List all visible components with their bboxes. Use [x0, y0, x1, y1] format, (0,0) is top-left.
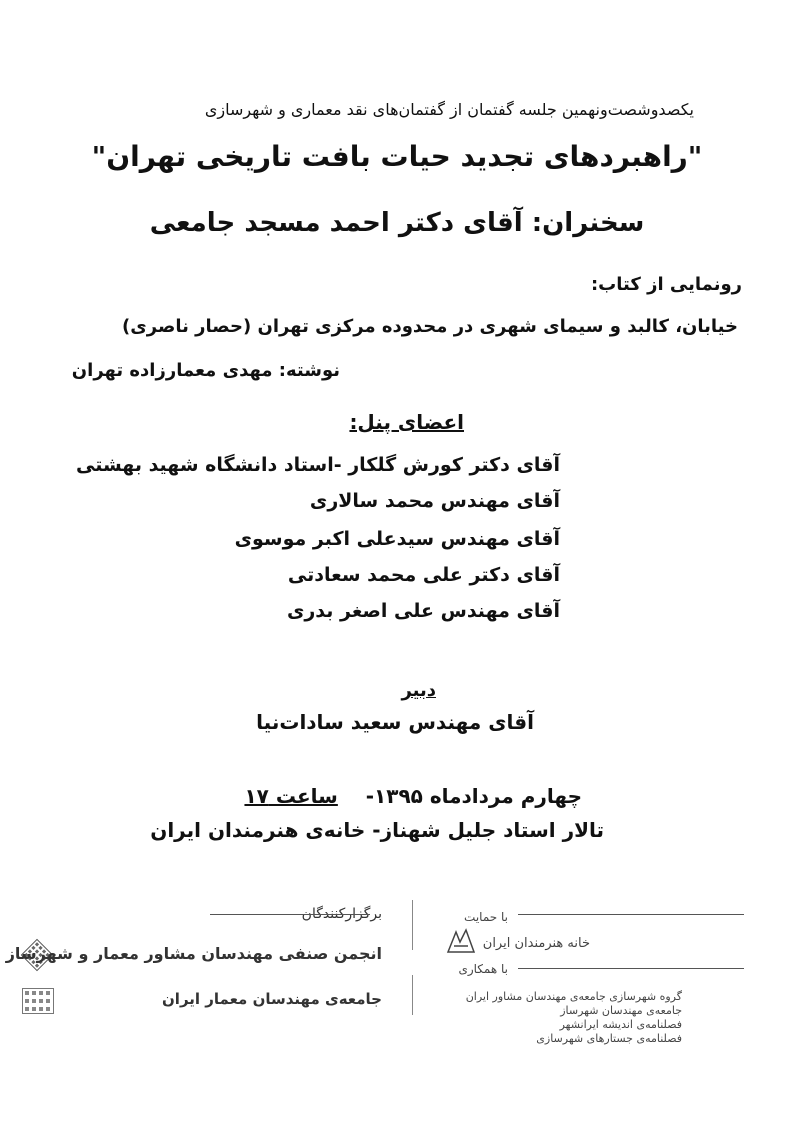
panel-member: آقای مهندس سیدعلی اکبر موسوی	[234, 528, 560, 550]
panel-heading: اعضای پنل:	[349, 410, 464, 434]
cooperation-label: با همکاری	[458, 962, 508, 976]
architects-society-logo-icon	[22, 988, 54, 1014]
cooperation-rule	[518, 968, 744, 969]
event-hour: ساعت ۱۷	[244, 784, 338, 808]
panel-member: آقای مهندس محمد سالاری	[309, 490, 560, 512]
panel-member: آقای مهندس علی اصغر بدری	[286, 600, 560, 622]
moderator-heading: دبیر	[401, 680, 436, 701]
cooperation-item: گروه شهرسازی جامعه‌ی مهندسان مشاور ایران	[465, 990, 682, 1003]
book-heading: رونمایی از کتاب:	[590, 274, 742, 295]
series-line: یکصدوشصت‌ونهمین جلسه گفتمان از گفتمان‌های نقد معماری و شهرسازی	[204, 100, 694, 119]
footer-divider	[412, 900, 413, 950]
book-title: خیابان، کالبد و سیمای شهری در محدوده مرکزی تهران (حصار ناصری)	[122, 316, 738, 337]
panel-member: آقای دکتر کورش گلکار -استاد دانشگاه شهید بهشتی	[75, 454, 560, 476]
page-title: "راهبردهای تجدید حیات بافت تاریخی تهران"	[91, 140, 703, 173]
speaker-line: سخنران: آقای دکتر احمد مسجد جامعی	[149, 208, 645, 238]
venue-line: تالار استاد جلیل شهناز- خانه‌ی هنرمندان ایران	[150, 818, 604, 842]
organizer-item: جامعه‌ی مهندسان معمار ایران	[162, 990, 382, 1008]
organizers-label: برگزارکنندگان	[301, 906, 382, 922]
cooperation-item: فصلنامه‌ی اندیشه ایرانشهر	[559, 1018, 682, 1031]
panel-member: آقای دکتر علی محمد سعادتی	[287, 564, 560, 586]
cooperation-item: فصلنامه‌ی جستارهای شهرسازی	[536, 1032, 682, 1045]
organizer-item: انجمن صنفی مهندسان مشاور معمار و شهرساز	[5, 944, 382, 963]
support-rule	[518, 914, 744, 915]
book-author: نوشته: مهدی معمارزاده تهران	[71, 360, 340, 381]
date-line	[244, 784, 582, 808]
moderator-name: آقای مهندس سعید سادات‌نیا	[256, 710, 534, 734]
footer-divider	[412, 975, 413, 1015]
cooperation-item: جامعه‌ی مهندسان شهرساز	[560, 1004, 682, 1017]
support-label: با حمایت	[464, 910, 508, 924]
artists-house-logo-icon	[446, 928, 476, 954]
organizers-rule	[210, 914, 370, 915]
support-item: خانه هنرمندان ایران	[482, 936, 590, 951]
event-date: چهارم مردادماه ۱۳۹۵-	[365, 784, 582, 808]
